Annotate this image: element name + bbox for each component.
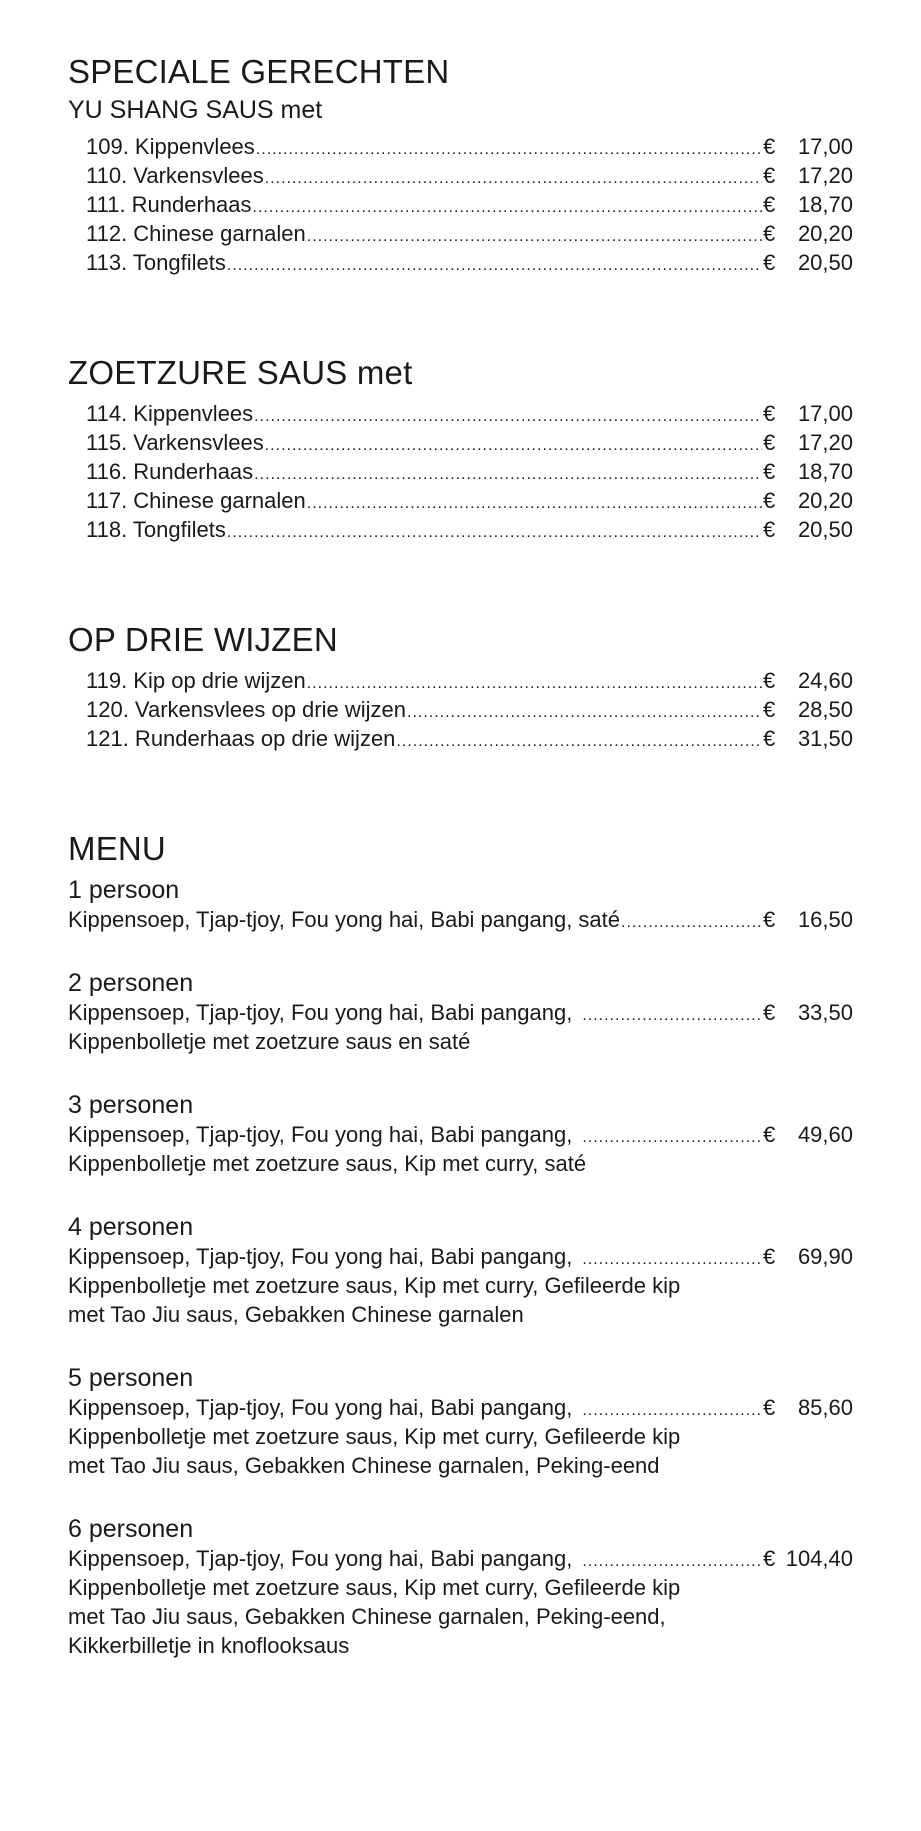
dish-item xyxy=(86,486,853,515)
dish-list xyxy=(86,666,853,753)
currency-symbol: € xyxy=(763,1122,776,1147)
currency-symbol: € xyxy=(763,668,776,693)
dish-price xyxy=(763,457,853,486)
price-value: 31,50 xyxy=(797,726,853,751)
menu-price xyxy=(763,1544,853,1573)
currency-symbol: € xyxy=(763,726,776,751)
leader-dots xyxy=(582,1547,762,1576)
menu-entry xyxy=(68,1514,853,1660)
price-value: 16,50 xyxy=(797,907,853,932)
dish-price xyxy=(763,161,853,190)
menu-entry-first-line xyxy=(68,1242,853,1271)
menu-dishes-continued: Kippenbolletje met zoetzure saus, Kip met curry, Gefileerde kip xyxy=(68,1575,681,1600)
menu-dishes-continued: met Tao Jiu saus, Gebakken Chinese garnalen, Peking-eend xyxy=(68,1453,660,1478)
dish-item xyxy=(86,724,853,753)
menu-entry xyxy=(68,875,853,934)
dish-price xyxy=(763,666,853,695)
section-title: SPECIALE GERECHTEN xyxy=(68,53,450,90)
menu-entry-heading: 6 personen xyxy=(68,1515,194,1543)
currency-symbol: € xyxy=(763,430,776,455)
currency-symbol: € xyxy=(763,250,776,275)
currency-symbol: € xyxy=(763,907,776,932)
section-subtitle: YU SHANG SAUS met xyxy=(68,96,323,124)
dish-name: 117. Chinese garnalen xyxy=(86,488,306,513)
price-value: 69,90 xyxy=(797,1244,853,1269)
leader-dots xyxy=(227,518,762,547)
price-value: 17,00 xyxy=(797,401,853,426)
leader-dots xyxy=(265,431,762,460)
menu-entry-first-line xyxy=(68,998,853,1027)
leader-dots xyxy=(256,135,762,164)
dish-item xyxy=(86,399,853,428)
menu-spacer xyxy=(68,934,853,968)
dish-price xyxy=(763,399,853,428)
menu-entry-heading: 4 personen xyxy=(68,1213,194,1241)
menu-dishes-continued: Kikkerbilletje in knoflooksaus xyxy=(68,1633,350,1658)
currency-symbol: € xyxy=(763,517,776,542)
price-value: 24,60 xyxy=(797,668,853,693)
dish-price xyxy=(763,132,853,161)
price-value: 20,50 xyxy=(797,250,853,275)
currency-symbol: € xyxy=(763,1000,776,1025)
currency-symbol: € xyxy=(763,163,776,188)
leader-dots xyxy=(582,1001,762,1030)
menu-price xyxy=(763,905,853,934)
price-value: 28,50 xyxy=(797,697,853,722)
leader-dots xyxy=(227,251,762,280)
menu-entry xyxy=(68,1363,853,1480)
menu-entry-first-line xyxy=(68,905,853,934)
price-value: 20,20 xyxy=(797,221,853,246)
dish-item xyxy=(86,219,853,248)
dish-price xyxy=(763,190,853,219)
price-value: 17,20 xyxy=(797,163,853,188)
menu-entry-first-line xyxy=(68,1120,853,1149)
menu-dishes: Kippensoep, Tjap-tjoy, Fou yong hai, Babi pangang, xyxy=(68,1000,573,1025)
menu-entry-first-line xyxy=(68,1544,853,1573)
section-spacer xyxy=(68,544,853,620)
price-value: 18,70 xyxy=(797,459,853,484)
section-title: OP DRIE WIJZEN xyxy=(68,621,338,658)
dish-price xyxy=(763,248,853,277)
dish-item xyxy=(86,666,853,695)
menu-dishes-continued: Kippenbolletje met zoetzure saus en saté xyxy=(68,1029,471,1054)
dish-price xyxy=(763,724,853,753)
currency-symbol: € xyxy=(763,488,776,513)
menu-page xyxy=(68,52,853,1660)
dish-name: 115. Varkensvlees xyxy=(86,430,264,455)
menu-dishes-continued: met Tao Jiu saus, Gebakken Chinese garnalen, Peking-eend, xyxy=(68,1604,666,1629)
dish-price xyxy=(763,515,853,544)
leader-dots xyxy=(254,460,762,489)
menu-price xyxy=(763,998,853,1027)
dish-name: 119. Kip op drie wijzen xyxy=(86,668,306,693)
dish-item xyxy=(86,695,853,724)
section-menu xyxy=(68,829,853,1660)
dish-name: 109. Kippenvlees xyxy=(86,134,255,159)
leader-dots xyxy=(396,727,762,756)
price-value: 20,50 xyxy=(797,517,853,542)
menu-dishes: Kippensoep, Tjap-tjoy, Fou yong hai, Babi pangang, xyxy=(68,1122,573,1147)
currency-symbol: € xyxy=(763,1244,776,1269)
section-yu-shang xyxy=(68,52,853,277)
menu-dishes: Kippensoep, Tjap-tjoy, Fou yong hai, Babi pangang, xyxy=(68,1546,573,1571)
price-value: 49,60 xyxy=(797,1122,853,1147)
leader-dots xyxy=(307,222,762,251)
dish-name: 113. Tongfilets xyxy=(86,250,226,275)
menu-dishes-continued: met Tao Jiu saus, Gebakken Chinese garnalen xyxy=(68,1302,524,1327)
menu-entry-heading: 5 personen xyxy=(68,1364,194,1392)
menu-spacer xyxy=(68,1178,853,1212)
menu-spacer xyxy=(68,1329,853,1363)
dish-name: 112. Chinese garnalen xyxy=(86,221,306,246)
menu-spacer xyxy=(68,1480,853,1514)
leader-dots xyxy=(407,698,762,727)
leader-dots xyxy=(307,489,762,518)
price-value: 104,40 xyxy=(785,1546,853,1571)
dish-item xyxy=(86,132,853,161)
price-value: 17,20 xyxy=(797,430,853,455)
dish-item xyxy=(86,161,853,190)
menu-entry-first-line xyxy=(68,1393,853,1422)
menu-entry xyxy=(68,1212,853,1329)
currency-symbol: € xyxy=(763,221,776,246)
menu-dishes: Kippensoep, Tjap-tjoy, Fou yong hai, Babi pangang, xyxy=(68,1395,573,1420)
dish-name: 116. Runderhaas xyxy=(86,459,254,484)
leader-dots xyxy=(253,193,762,222)
menu-entry-heading: 3 personen xyxy=(68,1091,194,1119)
dish-item xyxy=(86,457,853,486)
menu-spacer xyxy=(68,1056,853,1090)
menu-dishes: Kippensoep, Tjap-tjoy, Fou yong hai, Babi pangang, saté xyxy=(68,907,621,932)
leader-dots xyxy=(254,402,762,431)
menu-dishes-continued: Kippenbolletje met zoetzure saus, Kip met curry, saté xyxy=(68,1151,587,1176)
dish-name: 114. Kippenvlees xyxy=(86,401,254,426)
menu-entry-heading: 2 personen xyxy=(68,969,194,997)
dish-name: 120. Varkensvlees op drie wijzen xyxy=(86,697,406,722)
leader-dots xyxy=(265,164,762,193)
section-title: MENU xyxy=(68,830,166,867)
dish-price xyxy=(763,486,853,515)
section-zoetzure xyxy=(68,353,853,544)
menu-dishes-continued: Kippenbolletje met zoetzure saus, Kip met curry, Gefileerde kip xyxy=(68,1273,681,1298)
dish-price xyxy=(763,695,853,724)
currency-symbol: € xyxy=(763,192,776,217)
dish-list xyxy=(86,132,853,277)
menu-dishes-continued: Kippenbolletje met zoetzure saus, Kip met curry, Gefileerde kip xyxy=(68,1424,681,1449)
dish-list xyxy=(86,399,853,544)
section-spacer xyxy=(68,753,853,829)
menu-price xyxy=(763,1242,853,1271)
currency-symbol: € xyxy=(763,134,776,159)
dish-item xyxy=(86,428,853,457)
menu-price xyxy=(763,1120,853,1149)
currency-symbol: € xyxy=(763,697,776,722)
leader-dots xyxy=(582,1123,762,1152)
dish-name: 121. Runderhaas op drie wijzen xyxy=(86,726,396,751)
price-value: 85,60 xyxy=(797,1395,853,1420)
menu-entry-heading: 1 persoon xyxy=(68,876,180,904)
dish-name: 111. Runderhaas xyxy=(86,192,252,217)
menu-entry xyxy=(68,1090,853,1178)
leader-dots xyxy=(582,1245,762,1274)
price-value: 33,50 xyxy=(797,1000,853,1025)
currency-symbol: € xyxy=(763,401,776,426)
price-value: 17,00 xyxy=(797,134,853,159)
dish-item xyxy=(86,190,853,219)
leader-dots xyxy=(582,1396,762,1425)
currency-symbol: € xyxy=(763,459,776,484)
dish-price xyxy=(763,428,853,457)
dish-name: 118. Tongfilets xyxy=(86,517,226,542)
dish-item xyxy=(86,248,853,277)
currency-symbol: € xyxy=(763,1395,776,1420)
dish-price xyxy=(763,219,853,248)
section-op-drie-wijzen xyxy=(68,620,853,753)
section-spacer xyxy=(68,277,853,353)
currency-symbol: € xyxy=(763,1546,776,1571)
menu-dishes: Kippensoep, Tjap-tjoy, Fou yong hai, Babi pangang, xyxy=(68,1244,573,1269)
leader-dots xyxy=(307,669,762,698)
leader-dots xyxy=(621,908,762,937)
menu-price xyxy=(763,1393,853,1422)
section-title: ZOETZURE SAUS met xyxy=(68,354,413,391)
menu-entry xyxy=(68,968,853,1056)
dish-name: 110. Varkensvlees xyxy=(86,163,264,188)
price-value: 20,20 xyxy=(797,488,853,513)
dish-item xyxy=(86,515,853,544)
price-value: 18,70 xyxy=(797,192,853,217)
